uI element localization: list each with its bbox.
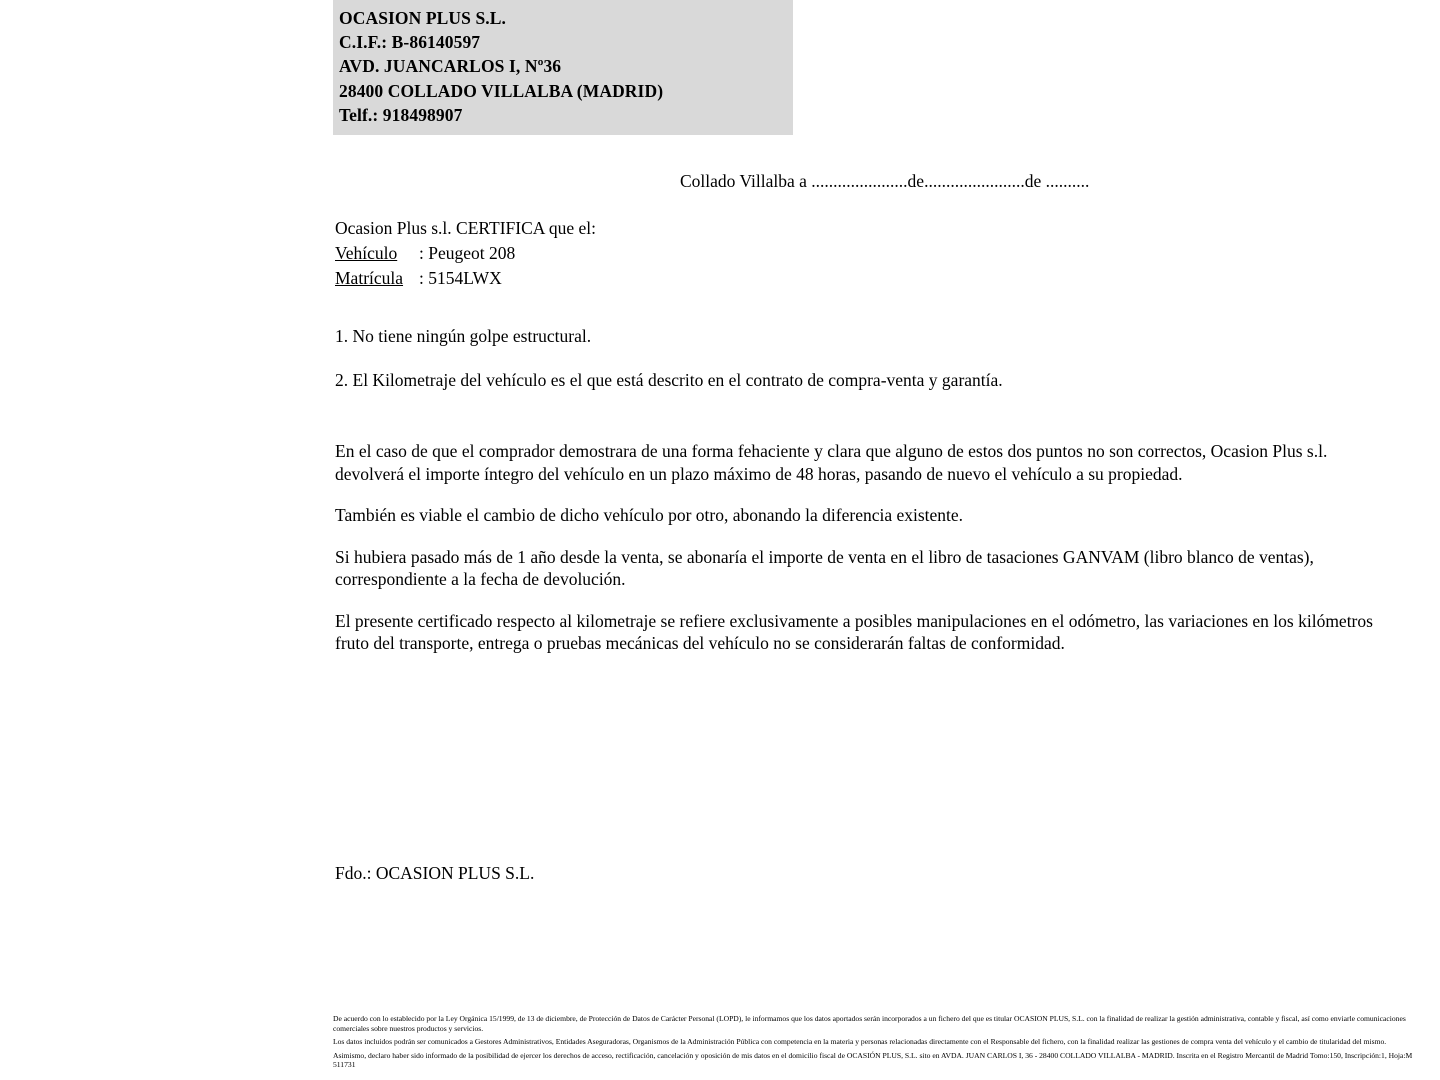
plate-row (335, 266, 596, 291)
letterhead-block (333, 0, 793, 135)
company-cif: C.I.F.: B-86140597 (339, 32, 481, 53)
body-paragraph: También es viable el cambio de dicho vehículo por otro, abonando la diferencia existente. (335, 505, 964, 525)
signature-line: Fdo.: OCASION PLUS S.L. (335, 863, 535, 883)
certified-point: 2. El Kilometraje del vehículo es el que está descrito en el contrato de compra-venta y garantía. (335, 370, 1003, 390)
body-paragraph: Si hubiera pasado más de 1 año desde la venta, se abonaría el importe de venta en el libro de tasaciones GANVAM (libro blanco de ventas), correspondiente a la fecha de devolución. (335, 546, 1314, 589)
plate-label: Matrícula (335, 268, 404, 288)
certifies-intro-text: Ocasion Plus s.l. CERTIFICA que el: (335, 218, 596, 238)
legal-footer (333, 1014, 1423, 1070)
company-city: 28400 COLLADO VILLALBA (MADRID) (339, 80, 664, 101)
vehicle-row (335, 241, 596, 266)
company-address: AVD. JUANCARLOS I, Nº36 (339, 56, 562, 77)
legal-paragraph: Los datos incluidos podrán ser comunicados a Gestores Administrativos, Entidades Aseguradoras, Organismos de la Administración Pública con competencia en la materia y personas relacionadas directamente con el Responsable del fichero, con la finalidad realizar las gestiones de compra venta del vehículo y el cambio de titularidad del mismo. (333, 1037, 1387, 1047)
company-phone: Telf.: 918498907 (339, 104, 463, 125)
legal-paragraph: Asimismo, declaro haber sido informado de la posibilidad de ejercer los derechos de acceso, rectificación, cancelación y oposición de mis datos en el domicilio fiscal de OCASIÓN PLUS, S.L. sito en AVDA. JUAN CARLOS I, 36 - 28400 COLLADO VILLALBA - MADRID. Inscrita en el Registro Mercantil de Madrid Tomo:150, Inscripción:1, Hoja:M 511731 (333, 1050, 1413, 1070)
company-name: OCASION PLUS S.L. (339, 8, 507, 28)
body-paragraph: El presente certificado respecto al kilometraje se refiere exclusivamente a posibles manipulaciones en el odómetro, las variaciones en los kilómetros fruto del transporte, entrega o pruebas mecánicas del vehículo no se considerarán faltas de conformidad. (335, 610, 1373, 653)
body-text-block (335, 440, 1395, 674)
legal-paragraph: De acuerdo con lo establecido por la Ley Orgánica 15/1999, de 13 de diciembre, de Protección de Datos de Carácter Personal (LOPD), le informamos que los datos aportados serán incorporados a un fichero del que es titular OCASION PLUS, S.L. con la finalidad de realizar la gestión administrativa, contable y fiscal, así como enviarle comunicaciones comerciales sobre nuestros productos y servicios. (333, 1014, 1406, 1033)
body-paragraph: En el caso de que el comprador demostrara de una forma fehaciente y clara que alguno de estos dos puntos no son correctos, Ocasion Plus s.l. devolverá el importe íntegro del vehículo en un plazo máximo de 48 horas, pasando de nuevo el vehículo a su propiedad. (335, 441, 1328, 484)
vehicle-label: Vehículo (335, 243, 398, 263)
certified-point: 1. No tiene ningún golpe estructural. (335, 326, 592, 346)
certification-intro-block (335, 216, 596, 291)
vehicle-value: : Peugeot 208 (419, 243, 516, 263)
date-line: Collado Villalba a ......................de.......................de .......... (680, 171, 1090, 191)
plate-value: : 5154LWX (419, 268, 502, 288)
certified-points-list (335, 325, 1395, 413)
